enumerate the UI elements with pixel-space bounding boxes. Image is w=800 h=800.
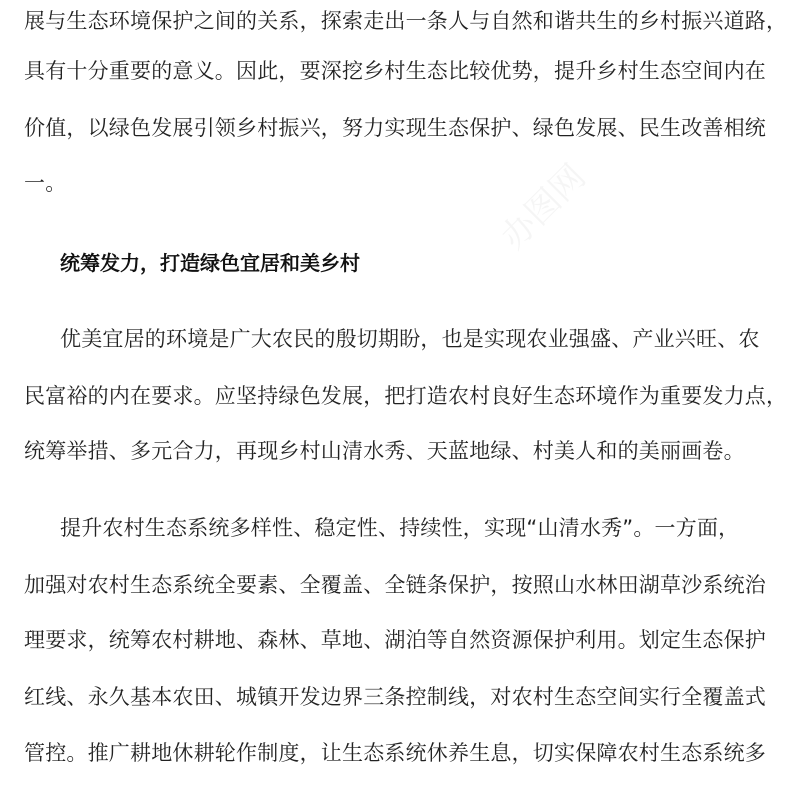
paragraph-3-line-1: 提升农村生态系统多样性、稳定性、持续性，实现“山清水秀”。一方面，	[60, 516, 740, 540]
paragraph-3-line-2: 加强对农村生态系统全要素、全覆盖、全链条保护，按照山水林田湖草沙系统治	[24, 573, 766, 597]
paragraph-2-line-2: 民富裕的内在要求。应坚持绿色发展，把打造农村良好生态环境作为重要发力点，	[24, 384, 788, 408]
paragraph-2-line-1: 优美宜居的环境是广大农民的殷切期盼，也是实现农业强盛、产业兴旺、农	[60, 327, 760, 351]
paragraph-2-line-3: 统筹举措、多元合力，再现乡村山清水秀、天蓝地绿、村美人和的美丽画卷。	[24, 439, 745, 463]
paragraph-1-line-3: 价值，以绿色发展引领乡村振兴，努力实现生态保护、绿色发展、民生改善相统	[24, 116, 766, 140]
paragraph-3-line-4: 红线、永久基本农田、城镇开发边界三条控制线，对农村生态空间实行全覆盖式	[24, 685, 766, 709]
paragraph-3-line-5: 管控。推广耕地休耕轮作制度，让生态系统休养生息，切实保障农村生态系统多	[24, 741, 766, 765]
paragraph-1-line-2: 具有十分重要的意义。因此，要深挖乡村生态比较优势，提升乡村生态空间内在	[24, 59, 766, 83]
paragraph-3-line-3: 理要求，统筹农村耕地、森林、草地、湖泊等自然资源保护利用。划定生态保护	[24, 628, 766, 652]
watermark: 办图网	[493, 156, 594, 258]
paragraph-1-line-4: 一。	[24, 171, 67, 195]
section-heading: 统筹发力，打造绿色宜居和美乡村	[60, 251, 360, 275]
paragraph-1-line-1: 展与生态环境保护之间的关系，探索走出一条人与自然和谐共生的乡村振兴道路，	[24, 9, 788, 33]
